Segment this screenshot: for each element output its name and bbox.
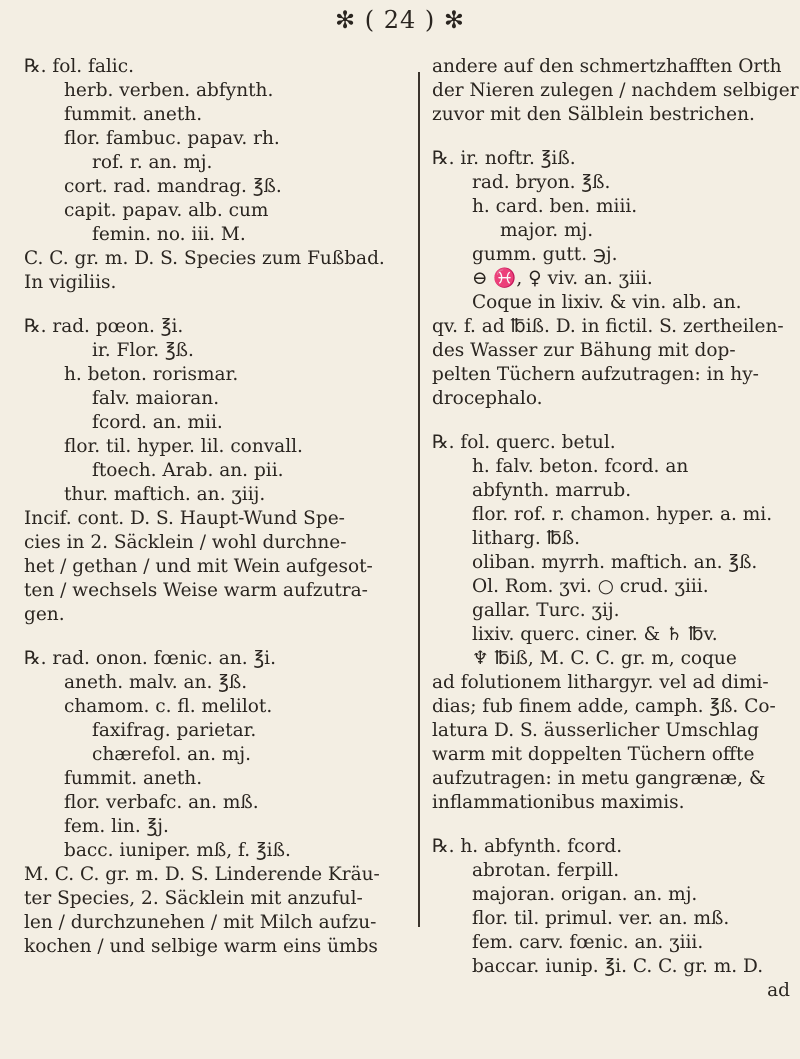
text-line: inflammationibus maximis. [432, 792, 685, 813]
text-line: zuvor mit den Sälblein bestrichen. [432, 104, 755, 125]
left-column [24, 55, 414, 959]
text-line: gen. [24, 604, 65, 625]
text-line: flor. til. hyper. lil. convall. [64, 436, 303, 457]
text-line: qv. f. ad ℔iß. D. in fictil. S. zertheilen- [432, 316, 784, 337]
text-line: falv. maioran. [92, 388, 220, 409]
text-line: ir. Flor. ℥ß. [92, 340, 194, 361]
text-line: capit. papav. alb. cum [64, 200, 269, 221]
text-line: ℞. rad. pœon. ℥i. [24, 316, 184, 337]
text-line: aufzutragen: in metu gangrænæ, & [432, 768, 766, 789]
text-line: het / gethan / und mit Wein aufgesot- [24, 556, 373, 577]
text-line: ten / wechsels Weise warm aufzutra- [24, 580, 368, 601]
text-line: flor. rof. r. chamon. hyper. a. mi. [472, 504, 773, 525]
text-line: aneth. malv. an. ℥ß. [64, 672, 248, 693]
text-line: fem. lin. ℥j. [64, 816, 169, 837]
text-line: M. C. C. gr. m. D. S. Linderende Kräu- [24, 864, 380, 885]
text-line: fcord. an. mii. [92, 412, 223, 433]
text-line: baccar. iunip. ℥i. C. C. gr. m. D. [472, 956, 764, 977]
paragraph-gap [24, 627, 414, 647]
text-line: der Nieren zulegen / nachdem selbiger [432, 80, 799, 101]
text-line: fummit. aneth. [64, 104, 203, 125]
text-line: latura D. S. äusserlicher Umschlag [432, 720, 759, 741]
text-line: abrotan. ferpill. [472, 860, 620, 881]
paragraph-gap [24, 295, 414, 315]
text-line: cies in 2. Säcklein / wohl durchne- [24, 532, 347, 553]
text-line: flor. verbafc. an. mß. [64, 792, 259, 813]
text-line: ad folutionem lithargyr. vel ad dimi- [432, 672, 769, 693]
text-line: femin. no. iii. M. [92, 224, 246, 245]
text-line: bacc. iuniper. mß, f. ℥iß. [64, 840, 291, 861]
text-line: ℞. fol. querc. betul. [432, 432, 616, 453]
text-line: h. beton. rorismar. [64, 364, 239, 385]
text-line: h. card. ben. miii. [472, 196, 638, 217]
text-line: major. mj. [500, 220, 594, 241]
text-line: gumm. gutt. ℈j. [472, 244, 618, 265]
text-line: gallar. Turc. ʒij. [472, 600, 620, 621]
text-line: pelten Tüchern aufzutragen: in hy- [432, 364, 759, 385]
text-line: ℞. fol. falic. [24, 56, 134, 77]
text-line: abfynth. marrub. [472, 480, 632, 501]
text-line: flor. fambuc. papav. rh. [64, 128, 280, 149]
text-line: len / durchzunehen / mit Milch aufzu- [24, 912, 377, 933]
text-line: chærefol. an. mj. [92, 744, 251, 765]
text-line: oliban. myrrh. maftich. an. ℥ß. [472, 552, 758, 573]
text-line: andere auf den schmertzhafften Orth [432, 56, 782, 77]
text-line: lixiv. querc. ciner. & ♄ ℔v. [472, 624, 718, 645]
page-header: ✻ ( 24 ) ✻ [335, 6, 465, 34]
text-line: flor. til. primul. ver. an. mß. [472, 908, 730, 929]
text-line: cort. rad. mandrag. ℥ß. [64, 176, 282, 197]
text-line: Incif. cont. D. S. Haupt-Wund Spe- [24, 508, 345, 529]
text-line: Ol. Rom. ʒvi. ○ crud. ʒiii. [472, 576, 709, 597]
text-line: thur. maftich. an. ʒiij. [64, 484, 266, 505]
text-line: drocephalo. [432, 388, 543, 409]
text-line: kochen / und selbige warm eins ümbs [24, 936, 378, 957]
paragraph-gap [432, 127, 790, 147]
paragraph-gap [432, 411, 790, 431]
text-line: h. falv. beton. fcord. an [472, 456, 689, 477]
text-line: faxifrag. parietar. [92, 720, 257, 741]
text-line: des Wasser zur Bähung mit dop- [432, 340, 736, 361]
text-line: ℞. rad. onon. fœnic. an. ℥i. [24, 648, 276, 669]
text-line: ℞. ir. noftr. ℥iß. [432, 148, 576, 169]
text-line: warm mit doppelten Tüchern offte [432, 744, 755, 765]
text-line: rof. r. an. mj. [92, 152, 213, 173]
text-line: In vigiliis. [24, 272, 117, 293]
text-line: ⊖ ♓, ♀ viv. an. ʒiii. [472, 268, 653, 289]
paragraph-gap [432, 815, 790, 835]
text-line: dias; fub finem adde, camph. ℥ß. Co- [432, 696, 776, 717]
text-line: majoran. origan. an. mj. [472, 884, 698, 905]
right-column [432, 55, 799, 1003]
text-line: rad. bryon. ℥ß. [472, 172, 611, 193]
column-divider [418, 72, 420, 927]
text-line: herb. verben. abfynth. [64, 80, 274, 101]
text-line: ter Species, 2. Säcklein mit anzuful- [24, 888, 363, 909]
text-line: ♆ ℔iß, M. C. C. gr. m, coque [472, 648, 737, 669]
text-line: fem. carv. fœnic. an. ʒiii. [472, 932, 704, 953]
text-line: Coque in lixiv. & vin. alb. an. [472, 292, 742, 313]
catchword: ad [767, 980, 790, 1001]
text-line: ℞. h. abfynth. fcord. [432, 836, 623, 857]
text-line: chamom. c. fl. melilot. [64, 696, 273, 717]
text-line: ftoech. Arab. an. pii. [92, 460, 284, 481]
text-line: fummit. aneth. [64, 768, 203, 789]
text-line: C. C. gr. m. D. S. Species zum Fußbad. [24, 248, 385, 269]
text-line: litharg. ℔ß. [472, 528, 581, 549]
